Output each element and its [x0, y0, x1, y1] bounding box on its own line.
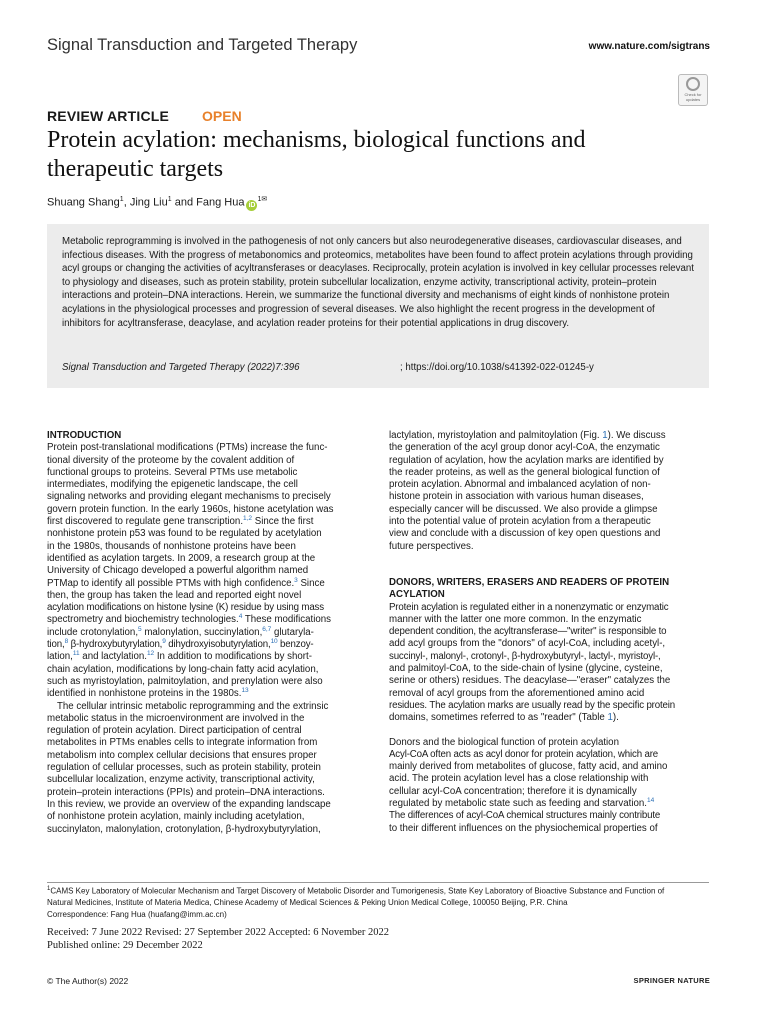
body-line: add acyl groups from the "donors" of acyl-CoA, including acetyl-, — [389, 638, 666, 650]
author-name: Fang Hua — [196, 196, 245, 209]
publisher-logo: SPRINGER NATURE — [633, 976, 710, 985]
correspondence: Correspondence: Fang Hua (huafang@imm.ac.cn) — [47, 909, 227, 919]
body-line: metabolic status in the microenvironment are involved in the — [47, 712, 305, 724]
update-ring-icon — [686, 77, 700, 91]
body-line: include crotonylation,$^5$ malonylation, succinylation,$^{6,7}$ glutaryla- — [47, 625, 314, 638]
section-heading-donors-cont: ACYLATION — [389, 589, 445, 601]
body-line: identified in nonhistone proteins in the 1980s.$^{13}$ — [47, 687, 249, 700]
doi-link[interactable]: ; https://doi.org/10.1038/s41392-022-01245-y — [400, 362, 594, 373]
footnote-divider — [47, 882, 709, 883]
body-line: The differences of acyl-CoA chemical structures mainly contribute — [389, 810, 661, 822]
body-line: regulation of acylation, how the acylation marks are identified by — [389, 454, 664, 466]
body-line: view and conclude with a discussion of key open questions and — [389, 528, 661, 540]
body-line: identified as acylation targets. In 2009, a research group at the — [47, 552, 316, 564]
body-line: signaling networks and providing elegant mechanisms to precisely — [47, 491, 331, 503]
body-line: tion,$^8$ β-hydroxybutyrylation,$^9$ dihydroxyisobutyrylation,$^{10}$ benzoy- — [47, 637, 314, 651]
body-line: and palmitoyl-CoA, to the side-chain of lysine (glycine, cysteine, — [389, 663, 663, 675]
reference-link[interactable]: 1,2 — [243, 514, 253, 522]
donors-paragraph-1 — [389, 602, 709, 725]
body-line: University of Chicago developed a powerful algorithm named — [47, 565, 309, 577]
reference-link[interactable]: 13 — [241, 687, 249, 694]
body-line: such as myristoylation, palmitoylation, and prenylation were also — [47, 675, 323, 687]
body-line: functional groups to proteins. Several PTMs use metabolic — [47, 466, 298, 478]
body-line: acylation modifications on histone lysine (K) residue by using mass — [47, 602, 324, 614]
table-link[interactable]: 1 — [607, 712, 613, 724]
affiliation-text: $^1$CAMS Key Laboratory of Molecular Mechanism and Target Discovery of Metabolic Disorder and Tumorigenesis, State Key Laboratory of Bioactive Substance and Function of — [47, 886, 665, 896]
section-heading-donors: DONORS, WRITERS, ERASERS AND READERS OF PROTEIN — [389, 576, 670, 588]
affiliation-text-cont: Natural Medicines, Institute of Materia Medica, Chinese Academy of Medical Sciences & Peking Union Medical College, 100050 Beijing, P.R. China — [47, 898, 568, 908]
affiliation-mark: 1 — [167, 196, 172, 203]
intro-paragraph-1 — [47, 442, 364, 700]
affiliation-footnote — [47, 884, 709, 920]
article-title — [47, 126, 687, 184]
abstract-text: Metabolic reprogramming is involved in the pathogenesis of not only cancers but also neurodegenerative diseases, cardiovascular diseases, and infectious diseases. With the progress of metabonomics and proteomics, metabolites have been found to affect protein acylations through providing acyl groups or changing the activities of acyltransferases or deacylases. Reciprocally, protein acylation is involved in key cellular processes relevant to physiology and diseases, such as protein stability, protein subcellular localization, enzyme activity, transcriptional activity, protein–protein interactions and protein–DNA interactions. Herein, we summarize the functional diversity and mechanisms of eight kinds of nonhistone protein acylations in the physiological processes and progression of several diseases. We also highlight the recent progress in the development of inhibitors for acyltransferase, deacylase, and acylation reader proteins for their potential applications in drug discovery. — [62, 236, 694, 329]
reference-link[interactable]: 8 — [64, 637, 69, 645]
body-line: mainly derived from metabolites of glucose, fatty acid, and amino — [389, 761, 668, 773]
body-line: serine or others) residues. The deacylase—"eraser" catalyzes the — [389, 675, 671, 687]
body-line: govern protein function. In the early 1960s, histone acetylation was — [47, 503, 334, 515]
orcid-icon[interactable]: iD — [248, 201, 256, 209]
title-line-1: Protein acylation: mechanisms, biological functions and — [47, 127, 586, 153]
section-gap — [389, 553, 709, 577]
body-line: to their different influences on the physiochemical properties of — [389, 822, 658, 834]
body-line: regulated by metabolic state such as feeding and starvation.$^{14}$ — [389, 796, 655, 810]
author-name: Shuang Shang — [47, 196, 120, 209]
intro-paragraph-3 — [389, 430, 709, 553]
publication-dates — [47, 926, 389, 952]
body-line: Protein acylation is regulated either in a nonenzymatic or enzymatic — [389, 601, 669, 613]
copyright: © The Author(s) 2022 — [47, 976, 129, 986]
body-line: succinylaton, malonylation, crotonylation, β-hydroxybutyrylation, — [47, 823, 321, 835]
body-line: Acyl-CoA often acts as acyl donor for protein acylation, which are — [389, 748, 659, 760]
body-line: domains, sometimes referred to as "reader" (Table 1). — [389, 712, 619, 724]
figure-link[interactable]: 1 — [602, 430, 608, 441]
reference-link[interactable]: 11 — [72, 650, 80, 658]
reference-link[interactable]: 3 — [294, 576, 298, 584]
body-line: In this review, we provide an overview of the expanding landscape — [47, 798, 331, 810]
body-line: in the 1980s, thousands of nonhistone proteins have been — [47, 540, 296, 552]
published-date: Published online: 29 December 2022 — [47, 940, 203, 951]
subsection-heading: Donors and the biological function of protein acylation — [389, 736, 619, 748]
right-column — [389, 430, 709, 835]
reference-link[interactable]: 12 — [146, 650, 155, 658]
body-line: into the potential value of protein acylation from a therapeutic — [389, 516, 651, 528]
body-line: The cellular intrinsic metabolic reprogramming and the extrinsic — [57, 700, 329, 712]
reference-link[interactable]: 10 — [270, 637, 278, 645]
body-line: manner with the latter one more common. In the enzymatic — [389, 613, 642, 625]
body-line: the reader proteins, as well as the general biological function of — [389, 466, 660, 478]
body-line: Protein post-translational modifications (PTMs) increase the func- — [47, 442, 328, 454]
check-for-updates-badge[interactable] — [678, 74, 708, 106]
body-line: lation,$^{11}$ and lactylation.$^{12}$ In addition to modifications by short- — [47, 650, 312, 663]
author-conjunction: and — [174, 196, 194, 209]
affiliation-mark: 1✉ — [257, 196, 268, 203]
open-access-label: OPEN — [202, 108, 242, 124]
body-line: regulation of cellular processes, such as protein stability, protein — [47, 762, 321, 774]
body-line: especially cancer will be discussed. We also provide a glimpse — [389, 503, 658, 515]
author-list: Shuang Shang$^1$, Jing Liu$^1$ and Fang Hua $iD^{1✉}$ — [47, 196, 268, 209]
body-line: dependent condition, the acyltransferase—"writer" is responsible to — [389, 626, 667, 638]
body-line: metabolites in PTMs enables cells to integrate information from — [47, 737, 318, 749]
body-line: spectrometry and biochemistry technologies.$^4$ These modifications — [47, 613, 331, 626]
author-name: Jing Liu — [129, 196, 168, 209]
citation: Signal Transduction and Targeted Therapy (2022)7:396 — [62, 362, 300, 373]
abstract-box — [47, 224, 709, 388]
journal-name: Signal Transduction and Targeted Therapy — [47, 36, 358, 54]
body-line: tional diversity of the proteome by the covalent addition of — [47, 454, 295, 466]
reference-link[interactable]: 14 — [646, 796, 655, 804]
body-line: first discovered to regulate gene transcription.$^{1,2}$ Since the first — [47, 514, 314, 528]
body-line: protein–protein interactions (PPIs) and protein–DNA interactions. — [47, 786, 325, 798]
history-dates: Received: 7 June 2022 Revised: 27 September 2022 Accepted: 6 November 2022 — [47, 927, 390, 938]
body-line: PTMap to identify all possible PTMs with high confidence.$^3$ Since — [47, 576, 325, 589]
body-line: regulation of protein acylation. Direct participation of central — [47, 725, 302, 737]
reference-link[interactable]: 9 — [162, 637, 166, 645]
body-line: chain acylation, modifications by long-chain fatty acid acylation, — [47, 663, 319, 675]
body-line: removal of acyl groups from the aforementioned amino acid — [389, 687, 645, 699]
body-line: metabolism into complex cellular decisions that ensures proper — [47, 749, 317, 761]
body-line: cellular acyl-CoA concentration; therefore it is dynamically — [389, 785, 637, 797]
reference-link[interactable]: 5 — [138, 625, 142, 633]
paragraph-gap — [389, 725, 709, 737]
reference-link[interactable]: 4 — [238, 613, 243, 621]
body-line: lactylation, myristoylation and palmitoylation (Fig. 1). We discuss — [389, 430, 666, 441]
body-line: then, the group has taken the lead and reported eight novel — [47, 589, 302, 601]
body-line: of nonhistone protein acylation, mainly including acetylation, — [47, 811, 305, 823]
body-line: acid. The protein acylation level has a close relationship with — [389, 773, 649, 785]
intro-paragraph-2 — [47, 701, 364, 836]
mail-icon[interactable]: ✉ — [261, 196, 268, 203]
article-type: REVIEW ARTICLE — [47, 108, 170, 124]
body-line: nonhistone protein p53 was found to be regulated by acetylation — [47, 528, 322, 540]
body-line: future perspectives. — [389, 540, 474, 552]
body-line: succinyl-, malonyl-, crotonyl-, β-hydroxybutyryl-, lactyl-, myristoyl-, — [389, 650, 661, 662]
body-line: subcellular localization, enzyme activity, transcriptional activity, — [47, 774, 315, 786]
check-for-updates-label: Check for updates — [684, 92, 702, 102]
body-line: the generation of the acyl group donor acyl-CoA, the enzymatic — [389, 442, 660, 454]
body-line: residues. The acylation marks are usually read by the specific protein — [389, 699, 676, 711]
donors-paragraph-2 — [389, 749, 709, 835]
left-column — [47, 430, 364, 836]
body-line: histone protein in association with various human diseases, — [389, 491, 644, 503]
journal-url-link[interactable]: www.nature.com/sigtrans — [588, 41, 710, 52]
title-line-2: therapeutic targets — [47, 156, 224, 182]
section-heading-introduction: INTRODUCTION — [47, 430, 122, 441]
body-line: protein acylation. Abnormal and imbalanced acylation of non- — [389, 479, 651, 491]
body-line: intermediates, modifying the epigenetic landscape, the cell — [47, 479, 298, 491]
reference-link[interactable]: 6,7 — [262, 625, 272, 633]
affiliation-mark: 1 — [119, 196, 124, 203]
